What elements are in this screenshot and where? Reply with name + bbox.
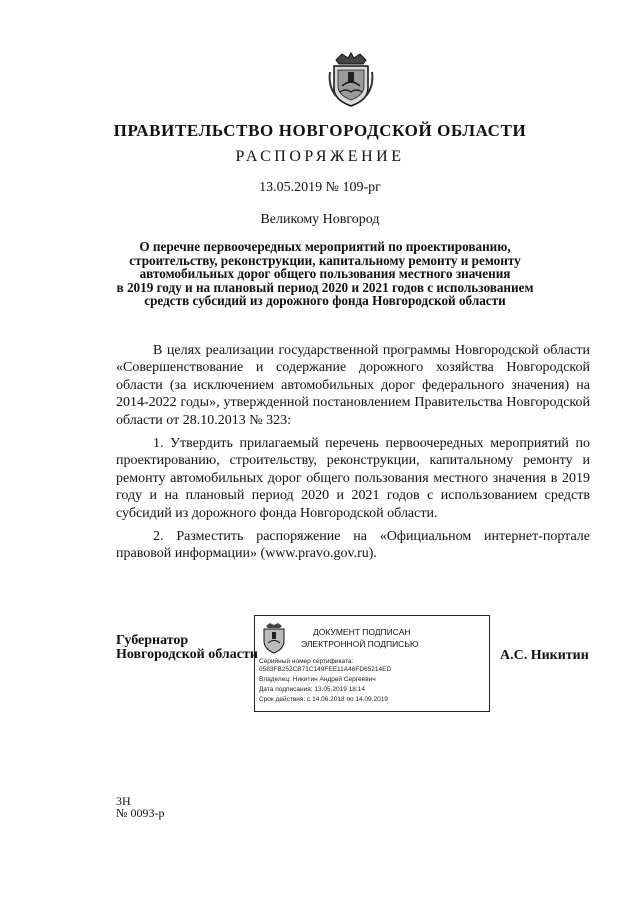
title-line: О перечне первоочередных мероприятий по проектированию,: [139, 239, 511, 254]
coat-of-arms-icon: [261, 622, 287, 654]
item-1-paragraph: 1. Утвердить прилагаемый перечень первоочередных мероприятий по проектированию, строительству, реконструкции, капитальному ремонту и ремонту автомобильных дорог общего пользования местного значения в 2019 году и на плановый период 2020 и 2021 годов с использованием средств субсидий из дорожного фонда Новгородской области.: [116, 436, 590, 521]
document-title: [95, 240, 555, 308]
signatory-title: [116, 634, 258, 662]
electronic-signature-stamp: [254, 615, 490, 712]
document-type: РАСПОРЯЖЕНИЕ: [235, 148, 405, 165]
title-line: строительству, реконструкции, капитальному ремонту и ремонту: [129, 252, 521, 268]
serial-label: Серийный номер сертификата:: [259, 658, 354, 665]
stamp-header-2: ЭЛЕКТРОННОЙ ПОДПИСЬЮ: [301, 639, 419, 649]
registration-footer: [116, 795, 164, 819]
signatory-name: А.С. Никитин: [500, 648, 589, 663]
footer-line1: 3Н: [116, 794, 131, 808]
title-line: в 2019 году и на плановый период 2020 и 2021 годов с использованием: [116, 279, 534, 295]
item-2-paragraph: 2. Разместить распоряжение на «Официальном интернет-портале правовой информации» (www.pravo.gov.ru).: [116, 529, 590, 562]
stamp-header-1: ДОКУМЕНТ ПОДПИСАН: [313, 627, 411, 637]
intro-paragraph: В целях реализации государственной программы Новгородской области «Совершенствование и содержание дорожного хозяйства Новгородской области (за исключением автомобильных дорог федерального значения) на 2014-2022 годы», утвержденной постановлением Правительства Новгородской области от 28.10.2013 № 323:: [116, 343, 590, 428]
document-body: [116, 342, 590, 569]
footer-line2: № 0093-р: [116, 806, 165, 820]
signing-date: Дата подписания: 13.05.2019 18:14: [259, 686, 365, 693]
city: Великому Новгород: [260, 212, 380, 227]
certificate-owner: Владелец: Никитин Андрей Сергеевич: [259, 676, 376, 683]
signatory-title-line2: Новгородской области: [116, 647, 258, 662]
title-line: средств субсидий из дорожного фонда Новгородской области: [144, 293, 506, 308]
certificate-validity: Срок действия: с 14.06.2018 по 14.09.2019: [259, 696, 388, 703]
signatory-title-line1: Губернатор: [116, 633, 189, 648]
serial-number: 0583FB252CB71C149FEE11A46FD65214ED: [259, 666, 392, 673]
title-line: автомобильных дорог общего пользования местного значения: [139, 266, 511, 281]
date-and-number: 13.05.2019 № 109-рг: [259, 180, 381, 195]
government-name: ПРАВИТЕЛЬСТВО НОВГОРОДСКОЙ ОБЛАСТИ: [113, 121, 527, 140]
novgorod-coat-of-arms-icon: [326, 52, 376, 108]
